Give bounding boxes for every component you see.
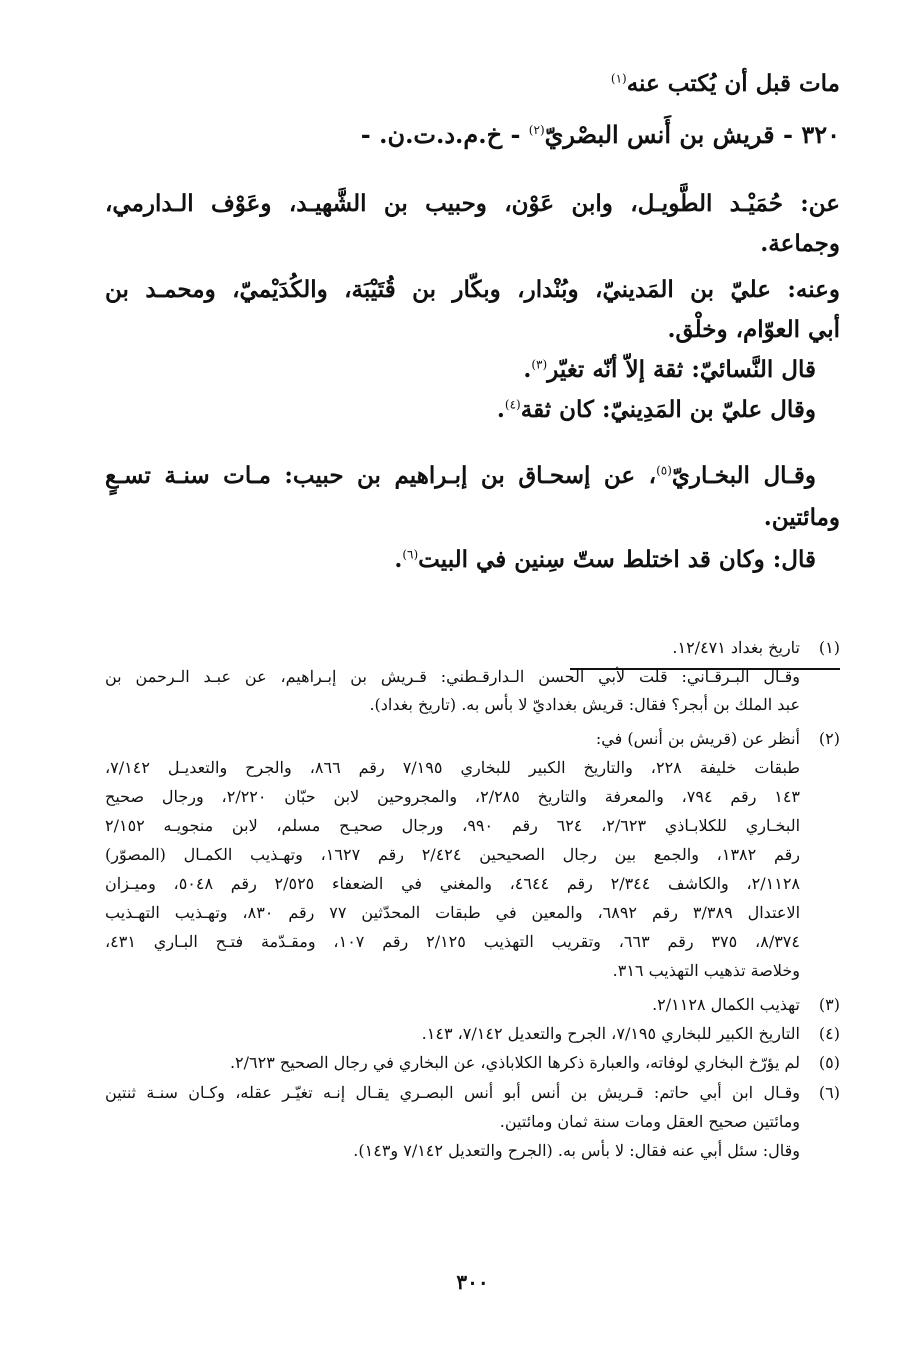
bukhari-line-2: ومائتين. bbox=[763, 504, 840, 531]
footnote-number: (٢) bbox=[818, 729, 840, 748]
bukhari-line-1: وقـال البخـاريّ$^{(٥)}$، عن إسحـاق بن إبـراهيم بن حبيب: مـات سنـة تسـعٍ bbox=[105, 462, 816, 489]
footnote-ref: (٥) bbox=[656, 463, 672, 478]
students-line-1: وعنه: عليّ بن المَدينيّ، وبُنْدار، وبكّار بن قُتَيْبَة، والكُدَيْميّ، ومحمـد بن bbox=[105, 276, 840, 303]
ikhtilat-line: قال: وكان قد اختلط ستّ سِنين في البيت$^{(٦)}$. bbox=[394, 546, 816, 573]
nasai-quote: قال النَّسائيّ: ثقة إلاّ أنّه تغيّر$^{(٣)}$. bbox=[523, 356, 816, 383]
footnote-number: (٥) bbox=[818, 1053, 840, 1072]
book-page: مات قبل أن يُكتب عنه$^{(١)}$ ٣٢٠ - قريش بن أَنس البصْريّ$^{(٢)}$ - خ.م.د.ت.ن. - عن: حُمَيْـد الطَّويـل، وابن عَوْن، وحبيب بن الشَّهيـد، وعَوْف الـدارمي، وجماعة. وعنه: عليّ بن المَدينيّ، وبُنْدار، وبكّار بن قُتَيْبَة، والكُدَيْميّ، ومحمـد بن أبي العوّام، وخلْق. قال النَّسائيّ: ثقة إلاّ أنّه تغيّر$^{(٣)}$. وقال عليّ بن المَدِينيّ: كان ثقة$^{(٤)}$. وقـال البخـاريّ$^{(٥)}$، عن إسحـاق بن إبـراهيم بن حبيب: مـات سنـة تسـعٍ ومائتين. قال: وكان قد اختلط ستّ سِنين في البيت$^{(٦)}$. (١) تاريخ بغداد ١٢/٤٧١. وقـال البـرقـاني: قلت لأبي الحسن الـدارقـطني: قـريش بن إبـراهيم، عن عبـد الـرحمن بن عبد الملك بن أبجر؟ فقال: قريش بغداديّ لا بأس به. (تاريخ بغداد). (٢) أنظر عن (قريش بن أنس) في: طبقات خليفة ٢٢٨، والتاريخ الكبير للبخاري ٧/١٩٥ رقم ٨٦٦، والجرح والتعديـل ٧/١٤٢، ١٤٣ رقم ٧٩٤، والمعرفة والتاريخ ٢/٢٨٥، والمجروحين لابن حبّان ٢/٢٢٠، ورجال صحيح البخـاري للكلابـاذي ٢/٦٢٣، ٦٢٤ رقم ٩٩٠، ورجال صحيـح مسلم، لابن منجويـه ٢/١٥٢ رقم ١٣٨٢، والجمع بين رجال الصحيحين ٢/٤٢٤ رقم ١٦٢٧، وتهـذيب الكمـال (المصوّر) ٢/١١٢٨، والكاشف ٢/٣٤٤ رقم ٤٦٤٤، والمغني في الضعفاء ٢/٥٢٥ رقم ٥٠٤٨، وميـزان الاعتدال ٣/٣٨٩ رقم ٦٨٩٢، والمعين في طبقات المحدّثين ٧٧ رقم ٨٣٠، وتهـذيب التهـذيب ٨/٣٧٤، ٣٧٥ رقم ٦٦٣، وتقريب التهذيب ٢/١٢٥ رقم ١٠٧، ومقـدّمة فتـح البـاري ٤٣١، وخلاصة تذهيب التهذيب ٣١٦. (٣) تهذيب الكمال ٢/١١٢٨. (٤) التاريخ الكبير للبخاري ٧/١٩٥، الجرح والتعديل ٧/١٤٢، ١٤٣. (٥) لم يؤرّخ البخاري لوفاته، والعبارة ذكرها الكلاباذي، عن البخاري في رجال الصحيح ٢/٦٢٣. (٦) وقـال ابن أبي حاتم: قـريش بن أنس أبو أنس البصـري يقـال إنـه تغيّـر عقله، وكـان سنـة ثنتين ومائتين صحيح العقل ومات سنة ثمان ومائتين. وقال: سئل أبي عنه فقال: لا بأس به. (الجرح والتعديل ٧/١٤٢ و١٤٣). ٣٠٠ bbox=[105, 70, 840, 1294]
entry-number: ٣٢٠ bbox=[801, 120, 840, 149]
footnote-ref: (١) bbox=[610, 71, 627, 86]
death-line: مات قبل أن يُكتب عنه$^{(١)}$ bbox=[610, 70, 840, 97]
footnote-ref: (٦) bbox=[402, 547, 419, 562]
entry-heading bbox=[361, 120, 840, 149]
entry-codes: - خ.م.د.ت.ن. - bbox=[360, 120, 521, 149]
footnote-ref: (٣) bbox=[531, 357, 548, 372]
footnote-number: (١) bbox=[818, 638, 840, 657]
students-line-2: أبي العوّام، وخلْق. bbox=[667, 316, 840, 343]
footnote-number: (٣) bbox=[818, 995, 840, 1014]
footnote-ref: (٢) bbox=[528, 123, 545, 137]
footnote-text: تاريخ بغداد ١٢/٤٧١. bbox=[672, 638, 800, 657]
madini-quote: وقال عليّ بن المَدِينيّ: كان ثقة$^{(٤)}$. bbox=[496, 396, 816, 423]
teachers-line-2: وجماعة. bbox=[760, 230, 840, 257]
footnote-ref: (٤) bbox=[504, 397, 521, 412]
page-number: ٣٠٠ bbox=[456, 1270, 489, 1294]
teachers-line-1: عن: حُمَيْـد الطَّويـل، وابن عَوْن، وحبيب بن الشَّهيـد، وعَوْف الـدارمي، bbox=[105, 190, 840, 217]
entry-name: - قريش بن أَنس البصْريّ bbox=[544, 120, 793, 149]
footnote-number: (٤) bbox=[818, 1024, 840, 1043]
footnote-number: (٦) bbox=[818, 1083, 840, 1102]
